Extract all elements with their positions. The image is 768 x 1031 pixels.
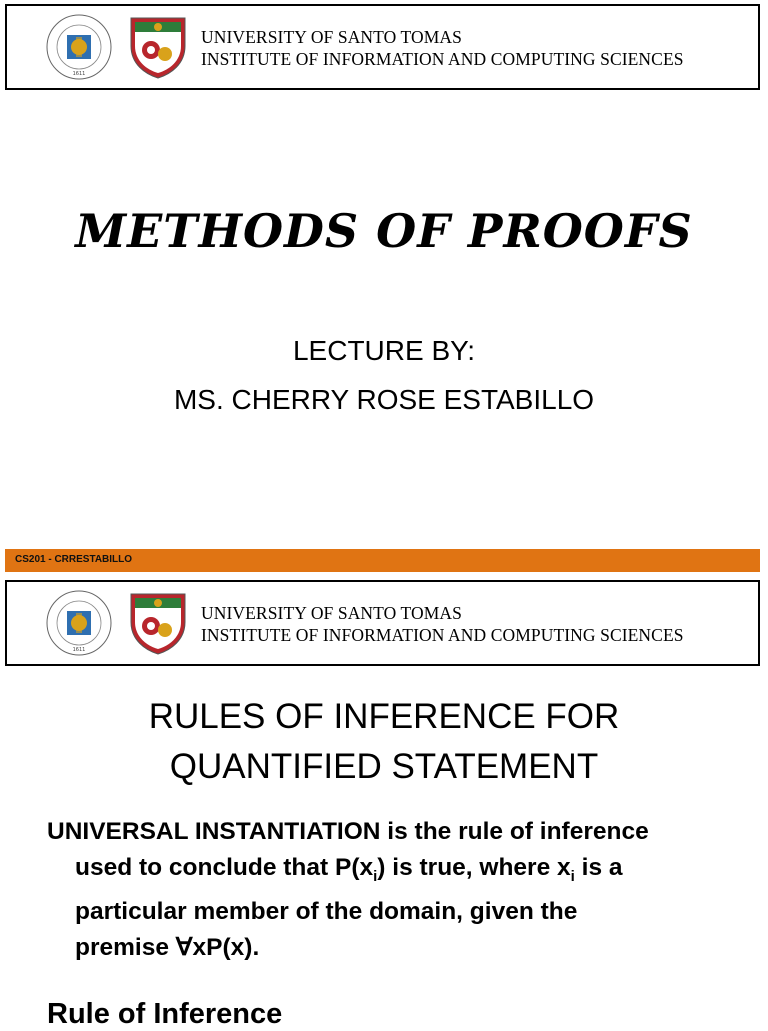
header-text — [201, 26, 684, 70]
institute-name: INSTITUTE OF INFORMATION AND COMPUTING SCIENCES — [201, 49, 684, 69]
header-text — [201, 602, 684, 646]
rule-of-inference-heading: Rule of Inference — [47, 998, 283, 1030]
universal-instantiation-definition — [47, 814, 727, 965]
footer-bar — [5, 549, 760, 572]
institute-name: INSTITUTE OF INFORMATION AND COMPUTING SCIENCES — [201, 625, 684, 645]
slide-title: METHODS OF PROOFS — [75, 204, 693, 258]
text2: used to conclude that P(x — [75, 853, 374, 881]
text3: ) is true, where x — [377, 853, 571, 881]
rules-title-line2: QUANTIFIED STATEMENT — [169, 747, 599, 786]
iics-crest-icon — [125, 12, 191, 80]
line2 — [47, 850, 727, 895]
text4: is a — [574, 853, 623, 881]
svg-text:1611: 1611 — [72, 71, 86, 77]
line4 — [47, 930, 727, 966]
svg-text:1611: 1611 — [72, 647, 86, 653]
footer-label: CS201 - CRRESTABILLO — [15, 554, 133, 565]
subscript-i: i — [570, 867, 575, 885]
lecturer-name: MS. CHERRY ROSE ESTABILLO — [173, 384, 595, 415]
slide2-header — [5, 580, 760, 666]
slide1-header — [5, 4, 760, 90]
university-name: UNIVERSITY OF SANTO TOMAS — [201, 603, 462, 623]
iics-crest-icon — [125, 588, 191, 656]
subscript-i: i — [373, 867, 378, 885]
text6: premise — [75, 933, 176, 961]
ust-seal-icon — [45, 13, 113, 81]
ust-seal-icon — [45, 589, 113, 657]
lecture-by-label: LECTURE BY: — [292, 335, 476, 366]
rules-title-line1: RULES OF INFERENCE FOR — [148, 697, 620, 736]
text1: is the rule of inference — [380, 818, 649, 845]
term: UNIVERSAL INSTANTIATION — [47, 818, 381, 845]
university-name: UNIVERSITY OF SANTO TOMAS — [201, 27, 462, 47]
text5: particular member of the domain, given the — [75, 898, 578, 925]
formula: ∀xP(x). — [175, 933, 260, 961]
rules-title — [0, 692, 768, 792]
